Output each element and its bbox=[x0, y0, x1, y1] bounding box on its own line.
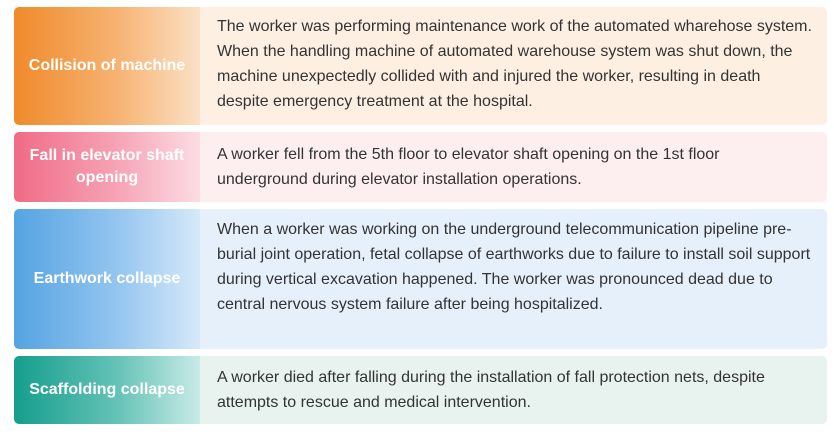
case-row-fall bbox=[14, 132, 827, 202]
case-label: Fall in elevator shaft opening bbox=[14, 132, 200, 202]
case-row-scaffolding bbox=[14, 356, 827, 424]
accident-cases-table bbox=[14, 7, 827, 431]
case-description: The worker was performing maintenance work of the automated wharehose system. When the handling machine of automated warehouse system was shut down, the machine unexpectedly collided with and injured the worker, resulting in death despite emergency treatment at the hospital. bbox=[200, 7, 827, 125]
case-label: Earthwork collapse bbox=[14, 209, 200, 349]
case-description: A worker fell from the 5th floor to elevator shaft opening on the 1st floor underground during elevator installation operations. bbox=[200, 132, 827, 202]
case-label: Scaffolding collapse bbox=[14, 356, 200, 424]
case-description: A worker died after falling during the installation of fall protection nets, despite attempts to rescue and medical intervention. bbox=[200, 356, 827, 424]
case-row-collision bbox=[14, 7, 827, 125]
case-label: Collision of machine bbox=[14, 7, 200, 125]
case-description: When a worker was working on the underground telecommunication pipeline pre-burial joint operation, fetal collapse of earthworks due to failure to install soil support during vertical excavation happened. The worker was pronounced dead due to central nervous system failure after being hospitalized. bbox=[200, 209, 827, 349]
case-row-earthwork bbox=[14, 209, 827, 349]
